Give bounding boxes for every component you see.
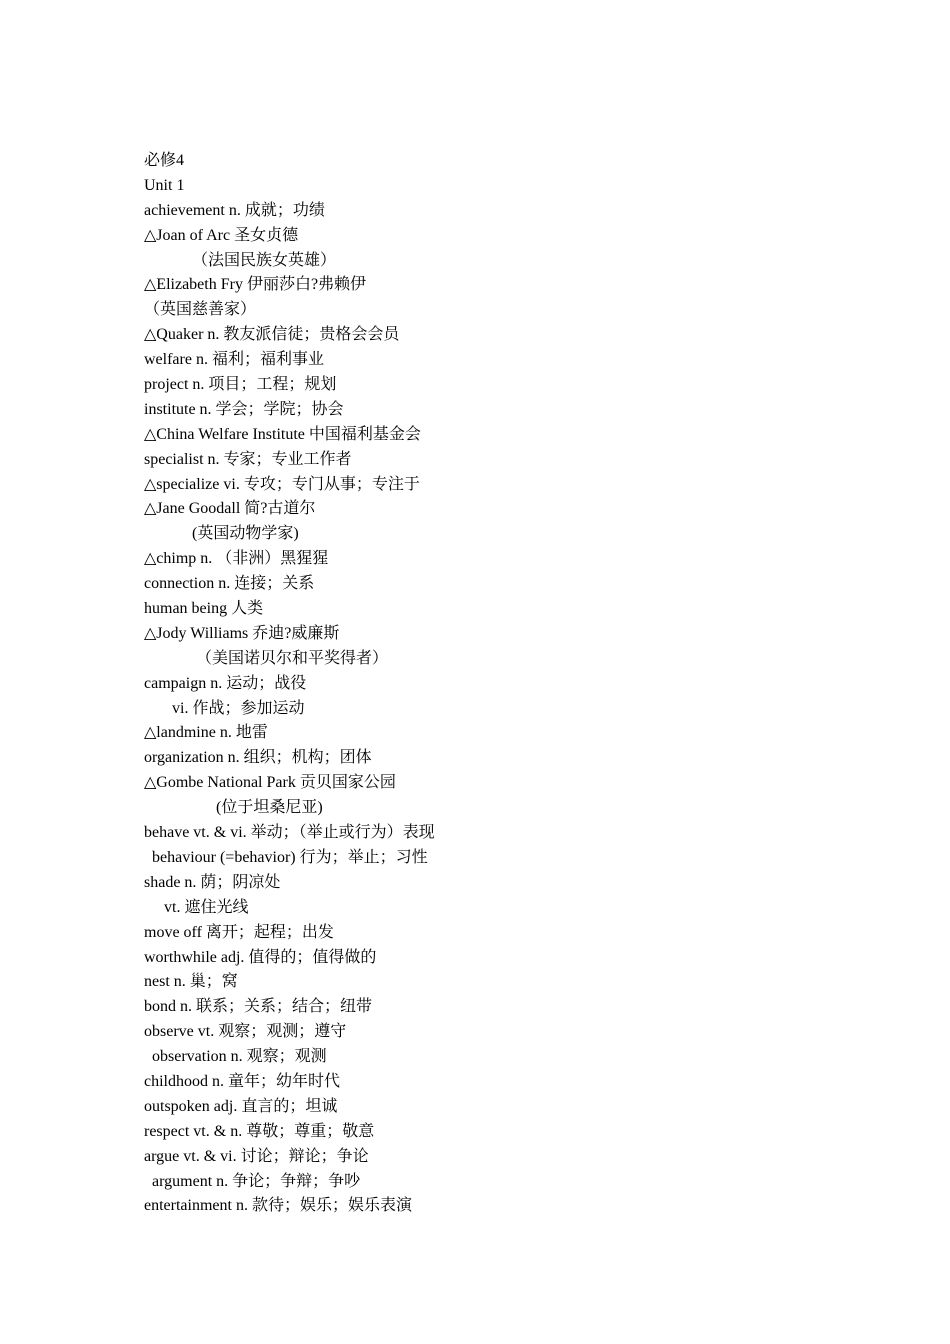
vocab-entry: △Quaker n. 教友派信徒；贵格会会员 bbox=[144, 326, 400, 344]
vocab-entry: behave vt. & vi. 举动；（举止或行为）表现 bbox=[144, 824, 435, 842]
vocab-entry: human being 人类 bbox=[144, 600, 264, 618]
vocab-entry: △Jane Goodall 简?古道尔 bbox=[144, 500, 316, 518]
vocab-entry: worthwhile adj. 值得的；值得做的 bbox=[144, 948, 377, 966]
vocab-entry-continuation: vi. 作战；参加运动 bbox=[144, 699, 305, 717]
vocab-entry-continuation: （法国民族女英雄） bbox=[144, 251, 337, 269]
vocab-entry: entertainment n. 款待；娱乐；娱乐表演 bbox=[144, 1197, 412, 1215]
vocab-entry: shade n. 荫；阴凉处 bbox=[144, 873, 281, 891]
vocab-entry: welfare n. 福利；福利事业 bbox=[144, 351, 324, 369]
vocab-entry: bond n. 联系；关系；结合；纽带 bbox=[144, 998, 373, 1016]
vocab-entry: specialist n. 专家；专业工作者 bbox=[144, 450, 352, 468]
vocab-sub-entry: behaviour (=behavior) 行为；举止；习性 bbox=[144, 848, 428, 866]
vocab-entry: institute n. 学会；学院；协会 bbox=[144, 400, 344, 418]
vocab-entry: move off 离开；起程；出发 bbox=[144, 923, 334, 941]
vocab-entry: △Elizabeth Fry 伊丽莎白?弗赖伊 bbox=[144, 276, 367, 294]
vocab-entry: campaign n. 运动；战役 bbox=[144, 674, 307, 692]
vocabulary-list bbox=[144, 149, 904, 1219]
unit-heading: Unit 1 bbox=[144, 176, 185, 194]
vocab-entry-continuation: (位于坦桑尼亚) bbox=[144, 799, 323, 817]
vocab-entry: observe vt. 观察；观测；遵守 bbox=[144, 1023, 347, 1041]
vocab-entry: △Gombe National Park 贡贝国家公园 bbox=[144, 774, 396, 792]
vocab-entry: achievement n. 成就；功绩 bbox=[144, 201, 325, 219]
vocab-entry: organization n. 组织；机构；团体 bbox=[144, 749, 372, 767]
vocab-sub-entry: argument n. 争论；争辩；争吵 bbox=[144, 1172, 361, 1190]
vocab-entry: childhood n. 童年；幼年时代 bbox=[144, 1072, 340, 1090]
vocab-entry: argue vt. & vi. 讨论；辩论；争论 bbox=[144, 1147, 369, 1165]
vocab-entry: △landmine n. 地雷 bbox=[144, 724, 268, 742]
vocab-entry-continuation: （英国慈善家） bbox=[144, 301, 257, 319]
book-title: 必修4 bbox=[144, 152, 185, 169]
vocab-entry: △China Welfare Institute 中国福利基金会 bbox=[144, 425, 421, 443]
vocab-entry: outspoken adj. 直言的；坦诚 bbox=[144, 1097, 338, 1115]
vocab-entry-continuation: (英国动物学家) bbox=[144, 525, 299, 543]
vocab-entry: △Jody Williams 乔迪?威廉斯 bbox=[144, 624, 340, 642]
vocab-entry: respect vt. & n. 尊敬；尊重；敬意 bbox=[144, 1122, 375, 1140]
vocab-sub-entry: observation n. 观察；观测 bbox=[144, 1048, 327, 1066]
vocab-entry: connection n. 连接；关系 bbox=[144, 575, 315, 593]
vocab-entry: △chimp n. （非洲）黑猩猩 bbox=[144, 550, 329, 568]
vocab-entry: △specialize vi. 专攻；专门从事；专注于 bbox=[144, 475, 420, 493]
vocab-entry-continuation: vt. 遮住光线 bbox=[144, 898, 249, 916]
vocab-entry: project n. 项目；工程；规划 bbox=[144, 376, 337, 394]
vocab-entry: nest n. 巢；窝 bbox=[144, 973, 238, 991]
vocab-entry-continuation: （美国诺贝尔和平奖得者） bbox=[144, 649, 389, 667]
vocab-entry: △Joan of Arc 圣女贞德 bbox=[144, 226, 299, 244]
